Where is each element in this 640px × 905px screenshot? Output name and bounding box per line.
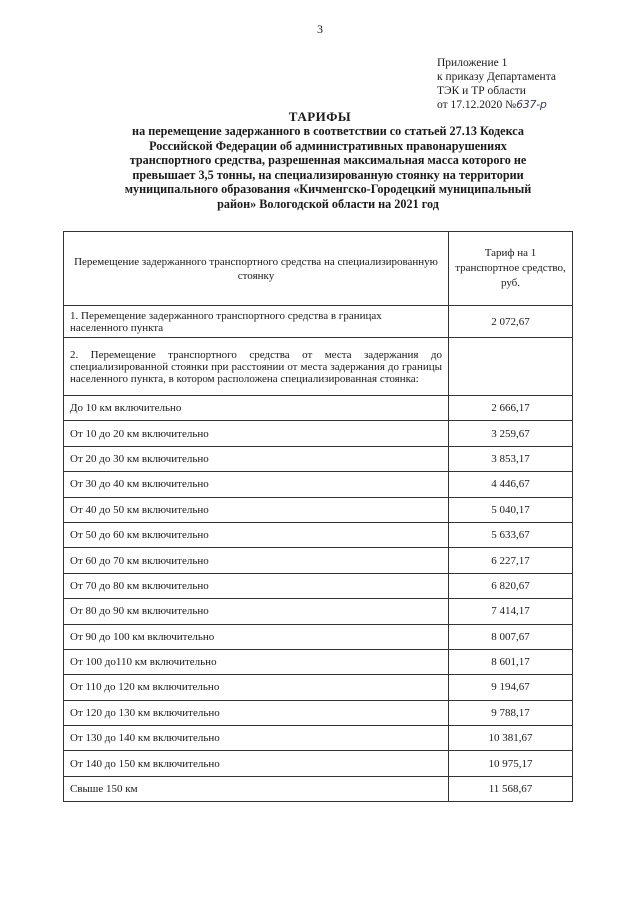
header-route-cell: Перемещение задержанного транспортного средства на специализированную стоянку <box>64 232 449 306</box>
distance-band-label: От 10 до 20 км включительно <box>64 421 449 446</box>
tariff-value: 3 853,17 <box>449 446 573 471</box>
tariff-value: 5 040,17 <box>449 497 573 522</box>
row-label: 1. Перемещение задержанного транспортного средства в границах населенного пункта <box>64 306 449 338</box>
subtitle-line: район» Вологодской области на 2021 год <box>217 196 439 211</box>
handwritten-order-number: 637-р <box>516 98 547 111</box>
tariff-value: 9 194,67 <box>449 675 573 700</box>
row-label: 2. Перемещение транспортного средства от места задержания до специализированной стоянки при расстоянии от места задержания до границы населенного пункта, в котором расположена специализированная стоянка: <box>64 338 449 396</box>
tariff-value: 7 414,17 <box>449 599 573 624</box>
distance-band-label: До 10 км включительно <box>64 396 449 421</box>
distance-band-label: От 90 до 100 км включительно <box>64 624 449 649</box>
table-row <box>64 522 573 547</box>
order-date-prefix: от 17.12.2020 № <box>437 99 517 111</box>
subtitle-line: транспортного средства, разрешенная максимальная масса которого не <box>129 153 527 168</box>
distance-band-label: От 120 до 130 км включительно <box>64 700 449 725</box>
table-row <box>64 776 573 801</box>
header-tariff-cell: Тариф на 1 транспортное средство, руб. <box>449 232 573 306</box>
distance-band-label: От 60 до 70 км включительно <box>64 548 449 573</box>
distance-band-label: От 80 до 90 км включительно <box>64 599 449 624</box>
tariff-value: 3 259,67 <box>449 421 573 446</box>
distance-band-label: От 140 до 150 км включительно <box>64 751 449 776</box>
table-row <box>64 700 573 725</box>
distance-band-label: От 40 до 50 км включительно <box>64 497 449 522</box>
tariff-table <box>63 231 573 802</box>
tariff-value: 4 446,67 <box>449 472 573 497</box>
subtitle-line: муниципального образования «Кичменгско-Городецкий муниципальный <box>124 182 532 197</box>
document-subtitle <box>63 124 593 212</box>
table-row <box>64 396 573 421</box>
subtitle-line: Российской Федерации об административных правонарушениях <box>149 138 507 153</box>
tariff-value: 10 381,67 <box>449 726 573 751</box>
distance-band-label: От 50 до 60 км включительно <box>64 522 449 547</box>
appendix-line-3: ТЭК и ТР области <box>437 85 526 97</box>
document-title: ТАРИФЫ <box>288 109 352 124</box>
tariff-value: 9 788,17 <box>449 700 573 725</box>
distance-band-label: От 130 до 140 км включительно <box>64 726 449 751</box>
table-row <box>64 472 573 497</box>
distance-band-label: От 20 до 30 км включительно <box>64 446 449 471</box>
table-row <box>64 421 573 446</box>
row-value: 2 072,67 <box>449 306 573 338</box>
distance-band-label: От 70 до 80 км включительно <box>64 573 449 598</box>
row-value-empty <box>449 338 573 396</box>
table-row <box>64 726 573 751</box>
distance-band-label: Свыше 150 км <box>64 776 449 801</box>
distance-band-label: От 100 до110 км включительно <box>64 649 449 674</box>
appendix-line-1: Приложение 1 <box>437 57 508 69</box>
distance-band-label: От 30 до 40 км включительно <box>64 472 449 497</box>
table-row <box>64 497 573 522</box>
table-row <box>64 751 573 776</box>
tariff-value: 10 975,17 <box>449 751 573 776</box>
tariff-value: 8 007,67 <box>449 624 573 649</box>
distance-band-label: От 110 до 120 км включительно <box>64 675 449 700</box>
appendix-block <box>437 56 556 112</box>
subtitle-line: превышает 3,5 тонны, на специализированную стоянку на территории <box>132 167 524 182</box>
table-row <box>64 624 573 649</box>
tariff-value: 11 568,67 <box>449 776 573 801</box>
table-row <box>64 675 573 700</box>
table-row <box>64 573 573 598</box>
table-row <box>64 446 573 471</box>
tariff-value: 8 601,17 <box>449 649 573 674</box>
tariff-value: 2 666,17 <box>449 396 573 421</box>
table-row <box>64 338 573 396</box>
tariff-value: 5 633,67 <box>449 522 573 547</box>
subtitle-line: на перемещение задержанного в соответствии со статьей 27.13 Кодекса <box>132 124 524 138</box>
page-number: 3 <box>317 22 323 36</box>
table-row <box>64 599 573 624</box>
table-row <box>64 649 573 674</box>
table-row <box>64 548 573 573</box>
appendix-line-2: к приказу Департамента <box>437 71 556 83</box>
tariff-value: 6 227,17 <box>449 548 573 573</box>
table-header-row <box>64 232 573 306</box>
table-row <box>64 306 573 338</box>
tariff-value: 6 820,67 <box>449 573 573 598</box>
